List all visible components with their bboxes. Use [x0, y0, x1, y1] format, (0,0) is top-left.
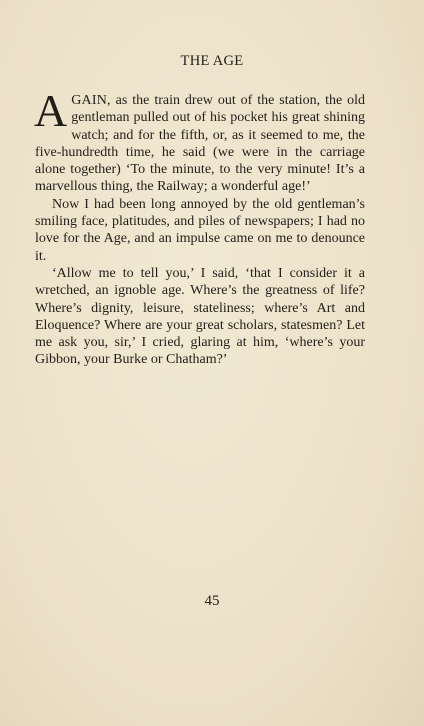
body-text — [34, 85, 365, 369]
opening-caps: GAIN, — [71, 93, 111, 108]
paragraph-3: ‘Allow me to tell you,’ I said, ‘that I consider it a wretched, an ignoble age. Where’s the greatness of life? Where’s dignity, leisure, stateliness; where’s Art and Eloquence? Where are your great scholars, statesmen? Let me ask you, sir,’ I cried, glaring at him, ‘where’s your Gibbon, your Burke or Chatham?’ — [35, 265, 365, 368]
paragraph-2: Now I had been long annoyed by the old gentleman’s smiling face, platitudes, and piles of newspapers; I had no love for the Age, and an impulse came on me to denounce it. — [35, 196, 365, 264]
drop-cap: A — [34, 85, 68, 136]
paragraph-1-text: as the train drew out of the station, the old gentleman pulled out of his pocket his great shining watch; and for the fifth, or, as it seemed to me, the five-hundredth time, he said (we were in the carriage alone together) ‘To the minute, to the very minute! It’s a marvellous thing, the Railway; a wonderful age!’ — [35, 93, 365, 195]
running-head: THE AGE — [180, 53, 244, 69]
page-number: 45 — [204, 593, 220, 609]
paragraph-1 — [34, 85, 365, 196]
